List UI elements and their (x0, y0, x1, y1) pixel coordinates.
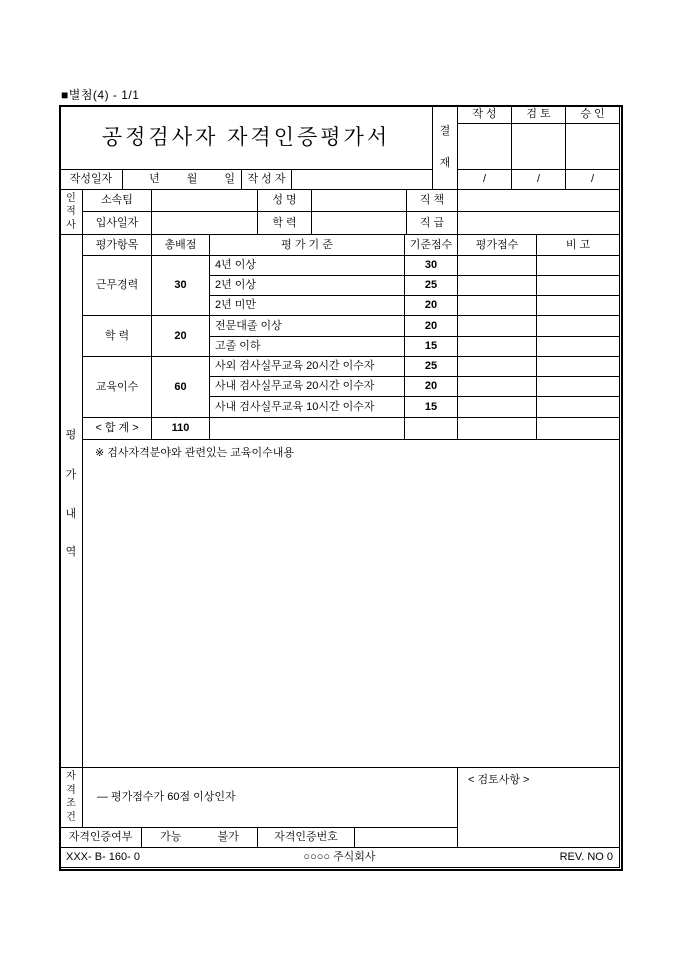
points-work-experience: 30 (152, 256, 210, 316)
criteria-text: 사외 검사실무교육 20시간 이수자 (210, 357, 405, 377)
standard-score: 15 (405, 397, 458, 418)
remark-field[interactable] (537, 377, 620, 397)
footer-row (60, 848, 620, 868)
year-label: 년 (149, 173, 160, 185)
standard-score: 25 (405, 357, 458, 377)
signature-box-approve[interactable] (566, 124, 620, 170)
signature-date-writer[interactable]: / (458, 170, 512, 190)
header-remark: 비 고 (537, 235, 620, 256)
total-points: 110 (152, 418, 210, 440)
personal-section-char: 적 (66, 206, 76, 217)
qualification-section-label (60, 768, 83, 828)
points-training: 60 (152, 357, 210, 418)
approval-col-approve: 승 인 (566, 106, 620, 124)
evaluation-section-char: 내 (65, 508, 77, 520)
day-label: 일 (224, 173, 235, 185)
qualification-section-char: 조 (66, 798, 76, 810)
remark-field[interactable] (537, 276, 620, 296)
standard-score: 20 (405, 296, 458, 316)
signature-date-review[interactable]: / (512, 170, 566, 190)
signature-box-writer[interactable] (458, 124, 512, 170)
points-education: 20 (152, 316, 210, 357)
header-eval-score: 평가점수 (458, 235, 537, 256)
qualification-condition: ― 평가점수가 60점 이상인자 (83, 768, 458, 828)
cert-status-options[interactable] (142, 828, 258, 848)
approval-col-writer: 작 성 (458, 106, 512, 124)
remark-field[interactable] (537, 256, 620, 276)
form-title: 공정검사자 자격인증평가서 (60, 106, 433, 170)
eval-score-field[interactable] (458, 256, 537, 276)
header-criteria: 평 가 기 준 (210, 235, 405, 256)
remark-field[interactable] (537, 397, 620, 418)
signature-date-approve[interactable]: / (566, 170, 620, 190)
position-label: 직 책 (407, 190, 458, 212)
eval-score-field[interactable] (458, 397, 537, 418)
header-item: 평가항목 (83, 235, 152, 256)
personal-section-char: 사 (66, 219, 76, 231)
signature-box-review[interactable] (512, 124, 566, 170)
eval-score-field[interactable] (458, 296, 537, 316)
total-standard-empty (405, 418, 458, 440)
attachment-label: ■별첨(4) - 1/1 (61, 88, 140, 102)
cert-option-impossible[interactable]: 불가 (217, 831, 239, 843)
criteria-text: 2년 미만 (210, 296, 405, 316)
review-notes-area[interactable] (458, 768, 620, 848)
footer-company: ○○○○ 주식회사 (303, 851, 376, 863)
education-label: 학 력 (258, 212, 312, 235)
standard-score: 30 (405, 256, 458, 276)
qualification-section-char: 자 (66, 770, 76, 782)
header-standard-score: 기준점수 (405, 235, 458, 256)
evaluation-section-char: 평 (65, 429, 77, 441)
cert-number-field[interactable] (355, 828, 458, 848)
standard-score: 25 (405, 276, 458, 296)
approval-stamp-char: 재 (439, 156, 451, 169)
approval-col-review: 검 토 (512, 106, 566, 124)
personal-section-label (60, 190, 83, 235)
join-date-value-field[interactable] (152, 212, 258, 235)
review-notes-label: < 검토사항 > (468, 774, 530, 786)
cert-number-label: 자격인증번호 (258, 828, 355, 848)
join-date-label: 입사일자 (83, 212, 152, 235)
evaluation-section-label (60, 235, 83, 768)
training-note-area[interactable] (83, 440, 620, 768)
criteria-text: 사내 검사실무교육 20시간 이수자 (210, 377, 405, 397)
total-eval-score-field[interactable] (458, 418, 537, 440)
approval-stamp-label (433, 106, 458, 190)
writer-label: 작 성 자 (242, 170, 292, 190)
total-criteria-empty (210, 418, 405, 440)
month-label: 월 (186, 173, 198, 185)
criteria-text: 사내 검사실무교육 10시간 이수자 (210, 397, 405, 418)
name-label: 성 명 (258, 190, 312, 212)
team-label: 소속팀 (83, 190, 152, 212)
standard-score: 15 (405, 337, 458, 357)
eval-score-field[interactable] (458, 276, 537, 296)
criteria-text: 전문대졸 이상 (210, 316, 405, 337)
qualification-section-char: 격 (66, 784, 76, 796)
remark-field[interactable] (537, 296, 620, 316)
standard-score: 20 (405, 316, 458, 337)
eval-score-field[interactable] (458, 377, 537, 397)
eval-score-field[interactable] (458, 337, 537, 357)
evaluation-section-char: 역 (65, 546, 77, 558)
item-training: 교육이수 (83, 357, 152, 418)
remark-field[interactable] (537, 337, 620, 357)
qualification-section-char: 건 (66, 812, 76, 824)
cert-option-possible[interactable]: 가능 (160, 831, 182, 843)
criteria-text: 4년 이상 (210, 256, 405, 276)
total-remark-field[interactable] (537, 418, 620, 440)
position-value-field[interactable] (458, 190, 620, 212)
cert-status-label: 자격인증여부 (60, 828, 142, 848)
item-work-experience: 근무경력 (83, 256, 152, 316)
criteria-text: 고졸 이하 (210, 337, 405, 357)
writer-value-field[interactable] (292, 170, 433, 190)
remark-field[interactable] (537, 357, 620, 377)
approval-stamp-char: 결 (439, 125, 451, 138)
grade-label: 직 급 (407, 212, 458, 235)
name-value-field[interactable] (312, 190, 407, 212)
footer-doc-number: XXX- B- 160- 0 (66, 851, 140, 863)
criteria-text: 2년 이상 (210, 276, 405, 296)
personal-section-char: 인 (66, 192, 76, 204)
footer-revision: REV. NO 0 (559, 851, 613, 863)
evaluation-section-char: 가 (65, 469, 77, 481)
header-total-points: 총배점 (152, 235, 210, 256)
grade-value-field[interactable] (458, 212, 620, 235)
item-education: 학 력 (83, 316, 152, 357)
team-value-field[interactable] (152, 190, 258, 212)
education-value-field[interactable] (312, 212, 407, 235)
remark-field[interactable] (537, 316, 620, 337)
total-label: < 합 계 > (83, 418, 152, 440)
date-value-field[interactable] (123, 170, 242, 190)
eval-score-field[interactable] (458, 316, 537, 337)
date-label: 작성일자 (60, 170, 123, 190)
training-note-text: ※ 검사자격분야와 관련있는 교육이수내용 (95, 447, 295, 459)
standard-score: 20 (405, 377, 458, 397)
evaluation-form-table (60, 106, 620, 868)
eval-score-field[interactable] (458, 357, 537, 377)
